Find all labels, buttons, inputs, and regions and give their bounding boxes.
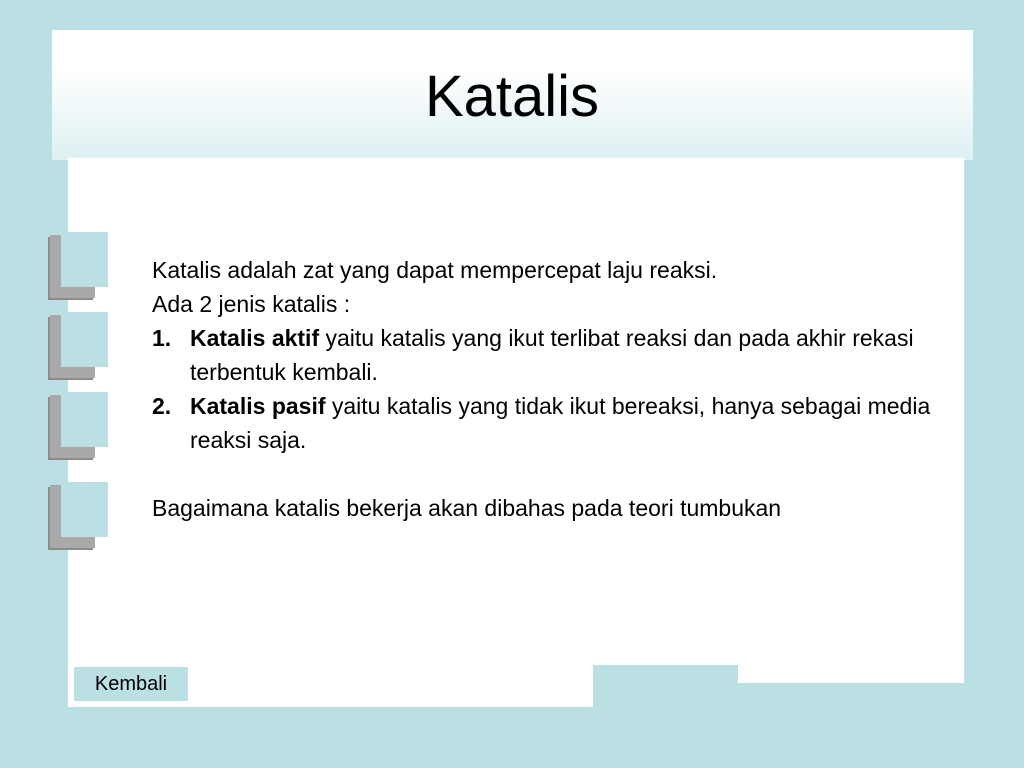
bracket-square: [66, 312, 108, 367]
list-number: 1.: [152, 325, 172, 351]
bracket-square: [66, 482, 108, 537]
list-number: 2.: [152, 393, 172, 419]
list-description: yaitu katalis yang ikut terlibat reaksi dan pada akhir rekasi terbentuk kembali.: [190, 325, 914, 385]
back-button[interactable]: Kembali: [74, 667, 188, 701]
bracket-decoration-4: [50, 482, 108, 548]
bracket-decoration-3: [50, 392, 108, 458]
bracket-square: [66, 392, 108, 447]
bracket-square: [66, 232, 108, 287]
bracket-decoration-1: [50, 232, 108, 298]
list-description: yaitu katalis yang tidak ikut bereaksi, hanya sebagai media reaksi saja.: [190, 393, 931, 453]
list-term: Katalis pasif: [190, 393, 326, 419]
body-text: [152, 253, 952, 525]
intro-line-1: Katalis adalah zat yang dapat mempercepat laju reaksi.: [152, 257, 718, 283]
list-item: [152, 321, 952, 389]
bracket-decoration-2: [50, 312, 108, 378]
closing-line: Bagaimana katalis bekerja akan dibahas pada teori tumbukan: [152, 495, 782, 521]
list-term: Katalis aktif: [190, 325, 320, 351]
slide-title: Katalis: [424, 64, 600, 129]
spacer: [152, 457, 952, 491]
intro-line-2: Ada 2 jenis katalis :: [152, 291, 351, 317]
list-item: [152, 389, 952, 457]
content-panel-notch: [593, 665, 738, 684]
